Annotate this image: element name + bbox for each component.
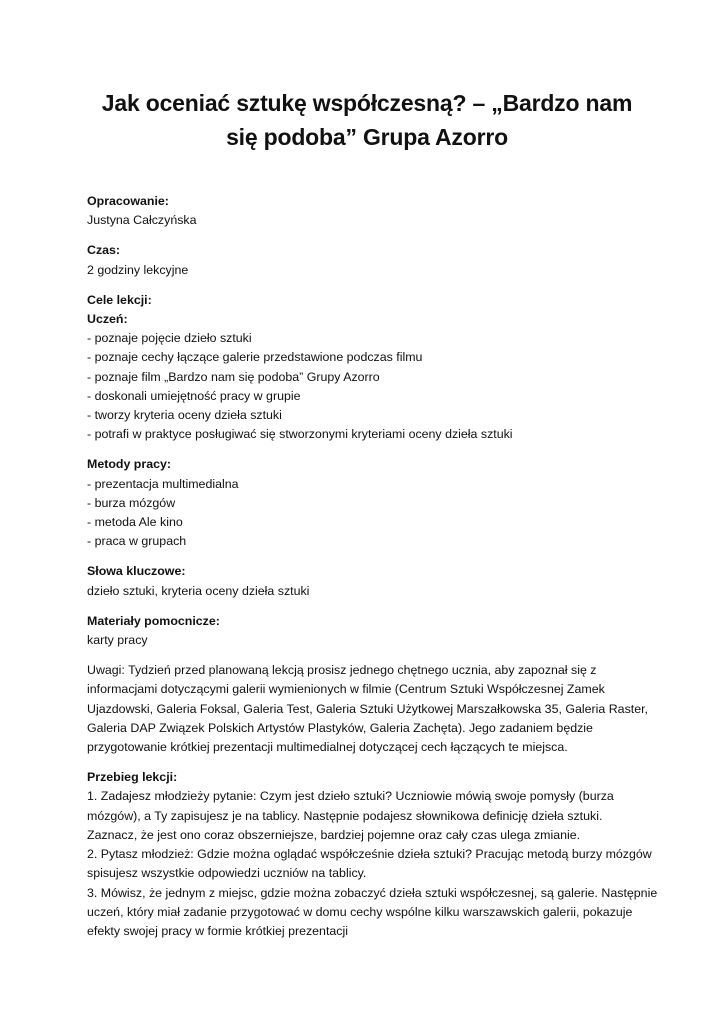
list-item: - burza mózgów [87,495,176,510]
list-item: - poznaje film „Bardzo nam się podoba” Grupy Azorro [87,369,380,384]
paragraph-line: 1. Zadajesz młodzieży pytanie: Czym jest dzieło sztuki? Uczniowie mówią swoje pomysły (burza [87,789,614,804]
paragraph-line: Zaznacz, że jest ono coraz obszerniejsze, bardziej pojemne oraz cały czas ulega zmianie. [87,827,581,842]
section-uwagi [87,661,647,757]
section-slowa-kluczowe [87,562,647,600]
paragraph-line: uczeń, który miał zadanie przygotować w domu cechy wspólne kilku warszawskich galerii, pokazuje [87,904,633,919]
document-title: Jak oceniać sztukę współczesną? – „Bardzo nam się podoba” Grupa Azorro [101,90,633,150]
list-item: - praca w grupach [87,534,187,549]
list-item: - potrafi w praktyce posługiwać się stworzonymi kryteriami oceny dzieła sztuki [87,427,513,442]
paragraph-line: mózgów), a Ty zapisujesz je na tablicy. Następnie podajesz słownikowa definicję dzieła sztuki. [87,808,603,823]
paragraph-line: 2. Pytasz młodzież: Gdzie można oglądać współcześnie dzieła sztuki? Pracując metodą burzy mózgów [87,847,652,862]
keywords-value: dzieło sztuki, kryteria oceny dzieła sztuki [87,583,310,598]
heading-przebieg: Przebieg lekcji: [87,770,178,785]
paragraph-line: Ujazdowski, Galeria Foksal, Galeria Test, Galeria Sztuki Użytkowej Marszałkowska 35, Galeria Raster, [87,701,648,716]
paragraph-line: 3. Mówisz, że jednym z miejsc, gdzie można zobaczyć dzieła sztuki współczesnej, są galerie. Następnie [87,885,658,900]
list-item: - doskonali umiejętność pracy w grupie [87,388,301,403]
heading-cele: Cele lekcji: [87,292,152,307]
subheading-uczen: Uczeń: [87,312,128,327]
heading-metody: Metody pracy: [87,457,171,472]
heading-opracowanie: Opracowanie: [87,194,169,208]
duration-value: 2 godziny lekcyjne [87,262,189,277]
list-item: - metoda Ale kino [87,515,183,530]
section-cele [87,291,647,445]
list-item: - prezentacja multimedialna [87,476,239,491]
section-metody [87,455,647,551]
materials-value: karty pracy [87,633,148,648]
heading-czas: Czas: [87,243,121,258]
paragraph-line: efekty swojej pracy w formie krótkiej prezentacji [87,923,348,938]
list-item: - poznaje pojęcie dzieło sztuki [87,331,252,346]
section-opracowanie [87,192,647,230]
author-name: Justyna Całczyńska [87,213,197,228]
paragraph-line: informacjami dotyczącymi galerii wymienionych w filmie (Centrum Sztuki Współczesnej Zamek [87,682,605,697]
document-page [87,86,658,952]
paragraph-line: spisujesz wszystkie odpowiedzi uczniów na tablicy. [87,866,367,881]
heading-slowa-kluczowe: Słowa kluczowe: [87,564,186,579]
list-item: - tworzy kryteria oceny dzieła sztuki [87,408,282,423]
section-czas [87,241,647,279]
paragraph-line: przygotowanie krótkiej prezentacji multimedialnej dotyczącej cech łączących te miejsca. [87,740,568,755]
paragraph-line: Uwagi: Tydzień przed planowaną lekcją prosisz jednego chętnego ucznia, aby zapoznał się z [87,663,597,678]
paragraph-line: Galeria DAP Związek Polskich Artystów Plastyków, Galeria Zachęta). Jego zadaniem będzie [87,720,593,735]
heading-materialy: Materiały pomocnicze: [87,613,220,628]
section-materialy [87,612,647,650]
list-item: - poznaje cechy łączące galerie przedstawione podczas filmu [87,350,423,365]
section-przebieg [87,768,658,941]
